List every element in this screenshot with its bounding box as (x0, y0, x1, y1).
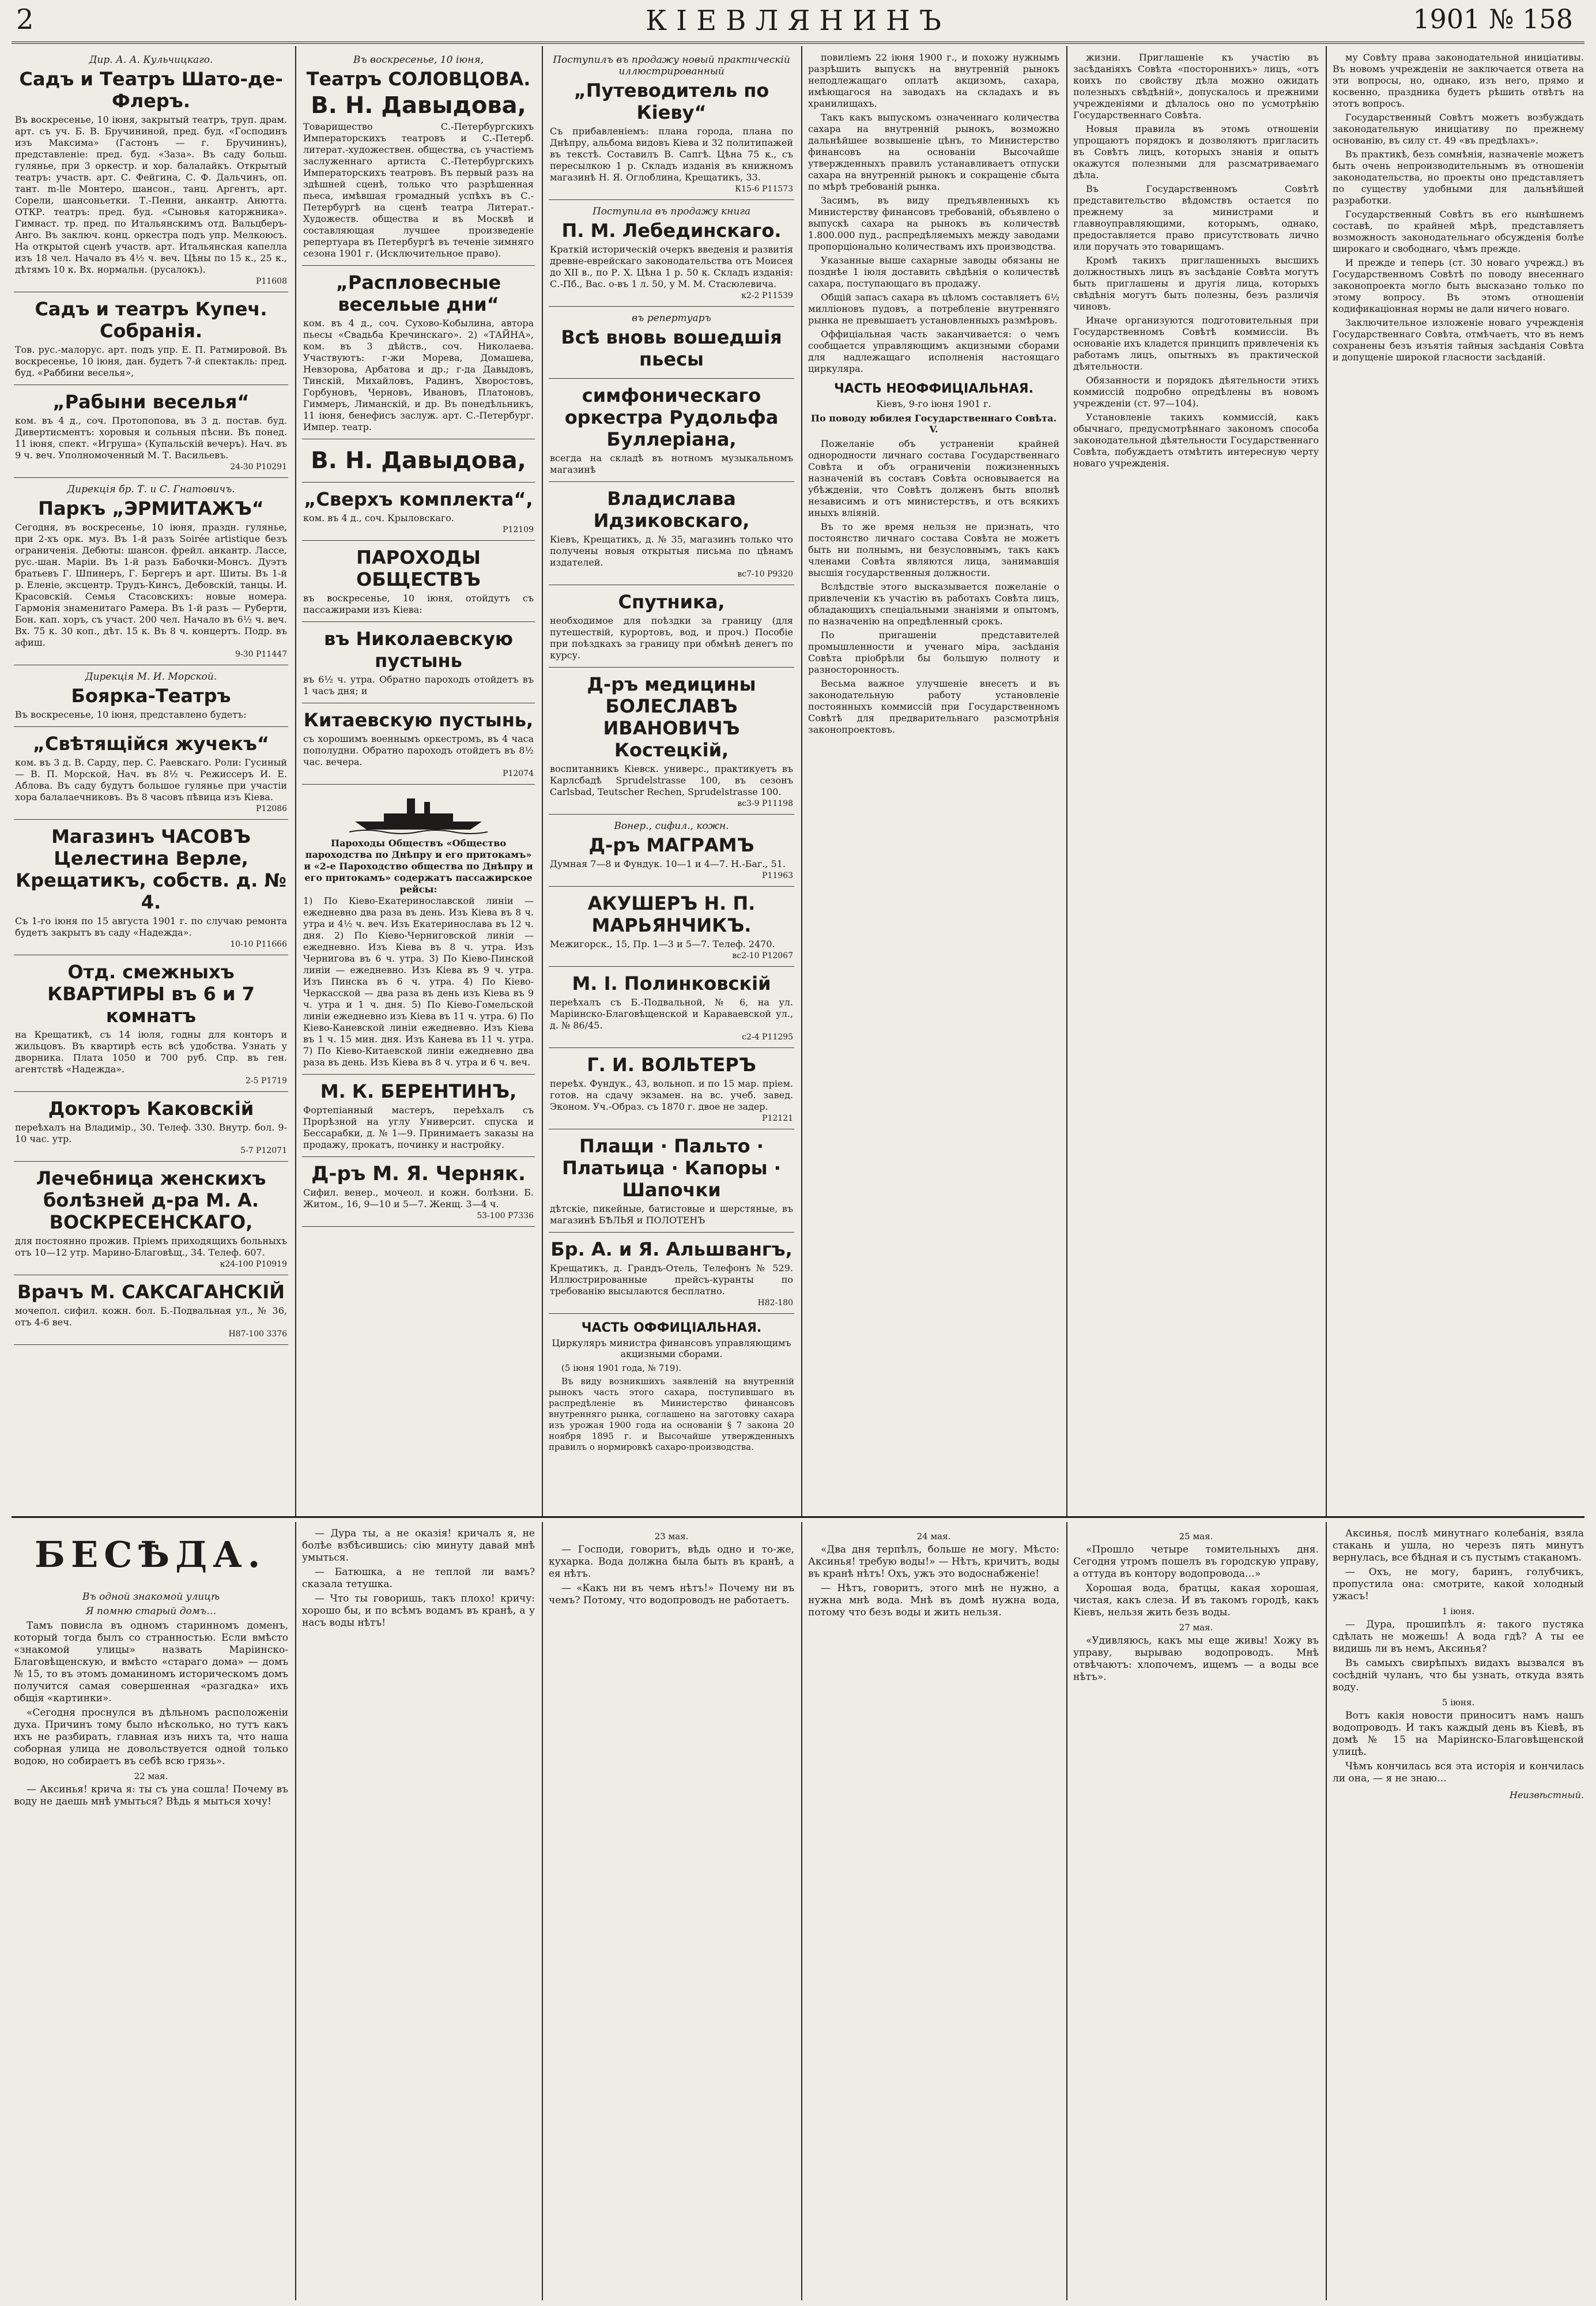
feuilleton-title: БЕСѢДА. (35, 1533, 266, 1576)
ad-feature-name: В. Н. Давыдова, (311, 447, 526, 474)
ad-code: Р11963 (762, 871, 793, 880)
ad-body: всегда на складѣ въ нотномъ музыкальномъ магазинѣ (550, 453, 793, 475)
advertisement (14, 669, 288, 727)
ad-headline: Театръ СОЛОВЦОВА. (306, 68, 531, 90)
advertisement (549, 382, 794, 482)
advertisement (14, 730, 288, 820)
ad-body: въ 6½ ч. утра. Обратно пароходъ отойдетъ въ 1 часъ дня; и (303, 674, 534, 696)
text-column-4 (808, 52, 1059, 1510)
piano-head: М. К. БЕРЕНТИНЪ, (320, 1080, 517, 1102)
ad-subhead: Вонер., сифил., кожн. (614, 820, 729, 832)
text-column-6 (1333, 52, 1584, 1510)
ad-code: 10-10 Р11666 (230, 940, 287, 949)
feuilleton-column-4 (808, 1528, 1059, 2297)
feuilleton-intro: Я помню старый домъ… (85, 1606, 217, 1617)
article-paragraph: Иначе организуются подготовительныя при Государственномъ Совѣтѣ коммиссіи. Въ основаніе ихъ кладется принципъ привлеченія къ работамъ лицъ, опытныхъ въ практической дѣятельности. (1073, 315, 1319, 372)
ad-headline: Владислава Идзиковскаго, (593, 488, 750, 532)
ad-headline: „Свѣтящійся жучекъ“ (33, 733, 269, 755)
article-paragraph: Государственный Совѣтъ въ его нынѣшнемъ составѣ, по крайней мѣрѣ, представляетъ возможность законодательнаго обсужденія болѣе широкаго и свободнаго, чѣмъ прежде. (1333, 209, 1584, 254)
ad-code: Н87-100 3376 (228, 1329, 287, 1339)
feuilleton-paragraph: Чѣмъ кончилась вся эта исторія и кончилась ли она, — я не знаю… (1333, 1761, 1584, 1784)
feuilleton-paragraph: — Дура ты, а не оказія! кричалъ я, не болѣе взбѣсившись: сію минуту давай мнѣ умыться. (302, 1528, 535, 1563)
ad-headline: Спутника, (618, 591, 725, 613)
ad-headline: „Путеводитель по Кіеву“ (573, 80, 769, 123)
ad-body: въ воскресенье, 10 іюня, отойдутъ съ пассажирами изъ Кіева: (303, 593, 534, 615)
ad-headline: Г. И. ВОЛЬТЕРЪ (587, 1054, 756, 1076)
advertisement (549, 1133, 794, 1233)
feuilleton-date: 23 мая. (654, 1531, 689, 1542)
article-paragraph: И прежде и теперь (ст. 30 новаго учрежд.) въ Государственномъ Совѣтѣ по поводу внесеннаго законопроекта могло быть высказано только по этому вопросу. Въ этомъ отношеніи кодификаціонная нормы не дали ничего новаго. (1333, 257, 1584, 314)
steamer-notice (302, 788, 535, 1075)
ad-headline: Садъ и театръ Купеч. Собранія. (35, 298, 267, 342)
feuilleton-paragraph: — Батюшка, а не теплой ли вамъ? сказала тетушка. (302, 1566, 535, 1590)
column-rule (1326, 46, 1327, 1516)
ad-code: вс2-10 Р12067 (732, 951, 793, 960)
ad-body: съ хорошимъ военнымъ оркестромъ, въ 4 часа пополудни. Обратно пароходъ отойдетъ въ 8½ час. вечера. (303, 733, 534, 767)
ad-code: с2-4 Р11295 (742, 1033, 793, 1042)
article-paragraph: му Совѣту права законодательной иниціативы. Въ новомъ учрежденіи не заключается ответа на эти вопросы, но, однако, изъ него, прямо и косвенно, праздника будетъ рѣшить отвѣтъ на этотъ вопросъ. (1333, 52, 1584, 109)
page-number: 2 (16, 3, 34, 36)
ad-headline: Бр. А. и Я. Альшвангъ, (550, 1238, 793, 1260)
ad-headline: М. І. Полинковскій (572, 973, 771, 994)
article-paragraph: повиліемъ 22 іюня 1900 г., и похожу нужнымъ разрѣшить выпускъ на внутренній рынокъ неподлежащаго оплатѣ акцизомъ, сахара, имѣющагося на заводахъ на складахъ и въ хранилищахъ. (808, 52, 1059, 109)
advertisement (549, 970, 794, 1048)
ad-headline: Плащи · Пальто · Платьица · Капоры · Шапочки (562, 1135, 781, 1201)
feuilleton-intro: Тамъ повисла въ одномъ старинномъ доменъ, который тогда былъ со странностью. Если вмѣсто «знакомой улицы» назвать Маріинско-Благовѣщенскую, и вмѣсто «стараго дома» — домъ № 15, то въ этомъ доманиномъ историческомъ домъ получится самая совершенная «разгадка» ихъ общія «картинки». (14, 1620, 288, 1704)
ad-body: Сегодня, въ воскресенье, 10 іюня, праздн. гулянье, при 2-хъ орк. муз. Въ 1-й разъ Soirée artistique безъ ограниченія. Дебюты: шансон. фрейл. анкантр. Лассе, рус.-шан. Маріи. Въ 1-й разъ Бабочки-Монсъ. Дуэтъ братьевъ Г. Шпинеръ, Г. Бергеръ и арт. Шиты. Въ 1-й р. Еленіе, эксцентр. Трудъ-Кинсъ, Дебовскій, танцы. И. Красовскій. Семья Стасовскихъ: новые номера. Гармонія знаменитаго Рамера. Въ 1-й разъ — Руберти, Бон. кап. хоръ, съ участ. 200 чел. Начало въ 6½ ч. веч. Вх. 75 к. 30 коп., дѣт. 15 к. Въ 8 ч. концертъ. Подр. въ афиш. (15, 522, 287, 648)
issue-number: 1901 № 158 (1413, 3, 1573, 35)
ad-headline: „Рабыни веселья“ (52, 391, 250, 413)
ad-code: 2-5 Р1719 (245, 1076, 287, 1086)
advertisement (14, 52, 288, 292)
feuilleton-intro: Въ одной знакомой улицѣ (82, 1591, 220, 1603)
advertisement (302, 269, 535, 439)
ad-headline: АКУШЕРЪ Н. П. МАРЬЯНЧИКЪ. (587, 892, 756, 936)
ad-subhead: въ репертуаръ (632, 312, 711, 324)
feuilleton-date: 25 мая. (1179, 1531, 1213, 1542)
feuilleton-paragraph: — Господи, говоритъ, вѣдь одно и то-же, кухарка. Вода должна была быть въ кранѣ, а ея нѣтъ. (549, 1544, 794, 1580)
ad-headline: симфоническаго оркестра Рудольфа Буллеріана, (564, 385, 779, 450)
article-paragraph: По пригашеніи представителей промышленности и ученаго міра, засѣданія Совѣта пріобрѣли бы большую полноту и разносторонность. (808, 630, 1059, 675)
feuilleton-rule (12, 1516, 1584, 1518)
advertisement (302, 544, 535, 622)
article-paragraph: Такъ какъ выпускомъ означеннаго количества сахара на внутренній рынокъ, возможно дальнѣйшее возвышеніе цѣнъ, то Министерство финансовъ на основаніи Высочайше утвержденныхъ правилъ устанавливаетъ отпуски сахара на внутренній рынокъ и сокращеніе сбыта по мѣрѣ требованій рынка. (808, 112, 1059, 192)
advertisement (549, 204, 794, 307)
ad-headline: Боярка-Театръ (71, 685, 231, 707)
feuilleton-paragraph: — «Какъ ни въ чемъ нѣтъ!» Почему ни въ чемъ? Потому, что водопроводъ не работаетъ. (549, 1582, 794, 1606)
ad-code: к24-100 Р10919 (220, 1260, 287, 1269)
ad-body: необходимое для поѣздки за границу (для путешествій, курортовъ, вод, и проч.) Пособіе при поѣздкахъ за границу при обмѣнѣ денегъ по курсу. (550, 615, 793, 661)
ad-code: К15-6 Р11573 (735, 184, 793, 194)
ad-headline: ПАРОХОДЫ ОБЩЕСТВЪ (356, 547, 481, 590)
article-paragraph: Въ Государственномъ Совѣтѣ представительство вѣдомствъ остается по прежнему за министрами и главноуправляющими, которымъ, однако, предоставляется право присутствовать лично или поручать это товарищамъ. (1073, 183, 1319, 252)
ad-headline: Лечебница женскихъ болѣзней д-ра М. А. ВОСКРЕСЕНСКАГО, (36, 1167, 266, 1233)
advertisement (14, 481, 288, 665)
ad-body: на Крещатикѣ, съ 14 іюля, годны для конторъ и жильцовъ. Въ квартирѣ есть всѣ удобства. Узнать у дворника. Плата 1050 и 700 руб. Спр. въ ген. агентствѣ «Надежда». (15, 1029, 287, 1075)
ad-subhead: Поступила въ продажу книга (592, 206, 751, 217)
ad-body: ком. въ 4 д., соч. Протопопова, въ 3 д. постав. буд. Дивертисментъ: хоровыя и сольныя пѣсни. Въ понед. 11 іюня, спект. «Игруша» (Купальскій вечеръ). Нач. въ 9 ч. веч. Уполномоченный М. Т. Васильевъ. (15, 415, 287, 461)
article-paragraph: Пожеланіе объ устраненіи крайней однородности личнаго состава Государственнаго Совѣта и объ ограниченіи пожизненныхъ назначеній въ составъ Совѣта основывается на убѣжденіи, что Совѣтъ долженъ быть вполнѣ независимъ и отъ министерствъ, и отъ всякихъ иныхъ вліяній. (808, 438, 1059, 518)
column-rule (1066, 1522, 1067, 2300)
masthead-rule (12, 42, 1584, 44)
advertisement (14, 1165, 288, 1275)
official-title: ЧАСТЬ ОФФИЦІАЛЬНАЯ. (581, 1321, 762, 1335)
ad-subhead: Дирекція М. И. Морской. (85, 671, 217, 683)
advertisement (549, 671, 794, 815)
article-paragraph: Кромѣ такихъ приглашенныхъ высшихъ должностныхъ лицъ въ засѣданіе Совѣта могутъ быть приглашены и другія лица, которыхъ свѣдѣнія могутъ быть полезны, безъ различія чиновъ. (1073, 255, 1319, 312)
article-paragraph: Вслѣдствіе этого высказывается пожеланіе о привлеченіи къ участію въ работахъ Совѣта лицъ, обладающихъ спеціальными знаніями и опытомъ, по назначенію на опредѣленный срокъ. (808, 581, 1059, 627)
official-section (549, 1321, 794, 1453)
ad-headline: Д-ръ медицины БОЛЕСЛАВЪ ИВАНОВИЧЪ Костецкій, (587, 673, 756, 761)
ad-body: переѣх. Фундук., 43, вольноп. и по 15 мар. пріем. готов. на сдачу экзамен. на вс. учеб. завед. Эконом. Уч.-Образ. съ 1870 г. двое не задер. (550, 1078, 793, 1112)
ad-code: Р12074 (503, 769, 534, 778)
ad-headline: Садъ и Театръ Шато-де-Флеръ. (19, 68, 283, 112)
ad-headline: Врачъ М. САКСАГАНСКІЙ (17, 1281, 285, 1303)
ad-body: мочепол. сифил. кожн. бол. Б.-Подвальная ул., № 36, отъ 4-6 веч. (15, 1305, 287, 1328)
column-rule (801, 46, 802, 1516)
feuilleton-paragraph: Въ самыхъ свирѣпыхъ видахъ вызвался въ сосѣдній чуланъ, что бы узнать, откуда взять воду. (1333, 1657, 1584, 1693)
article-paragraph: Заключительное изложеніе новаго учрежденія Государственнаго Совѣта, отмѣчаетъ, что въ немъ сохранены безъ изъятія тайныя засѣданія Совѣта и допущеніе широкой гласности засѣданій. (1333, 317, 1584, 363)
advertisement (549, 589, 794, 668)
feuilleton-paragraph: «Удивляюсь, какъ мы еще живы! Хожу въ управу, вырываю водопроводъ. Мнѣ отвѣчаютъ: хлопочемъ, ищемъ — а воды все нѣтъ». (1073, 1635, 1319, 1683)
ad-body: Межигорск., 15, Пр. 1—3 и 5—7. Телеф. 2470. (550, 939, 775, 949)
feuilleton-signature: Неизвѣстный. (1510, 1789, 1584, 1800)
piano-body: Фортепіанный мастеръ, переѣхалъ съ Прорѣзной на углу Университ. спуска и Бессарабки, д. № 1—9. Принимаетъ заказы на продажу, прокатъ, починку и настройку. (303, 1105, 534, 1150)
feuilleton-column-6 (1333, 1528, 1584, 2297)
newspaper-title: КІЕВЛЯНИНЪ (646, 5, 950, 37)
ad-headline: „Распловесные весельые дни“ (335, 272, 501, 315)
ad-body: Въ воскресенье, 10 іюня, представлено будетъ: (15, 709, 247, 720)
ads-column-3 (549, 52, 794, 1510)
ad-subhead: Дирекція бр. Т. и С. Гнатовичъ. (67, 484, 235, 495)
advertisement (302, 486, 535, 541)
feuilleton-column-5 (1073, 1528, 1319, 2297)
ad-code: Р12121 (762, 1114, 793, 1123)
advertisement (549, 890, 794, 967)
ad-subhead: Поступилъ въ продажу новый практическій иллюстрированный (553, 54, 790, 77)
article-heading: По поводу юбилея Государственнаго Совѣта. V. (810, 413, 1057, 435)
feuilleton-paragraph: — Аксинья! крича я: ты съ уна сошла! Почему въ воду не даешь мнѣ умыться? Вѣдь я мыться хочу! (14, 1784, 288, 1807)
ad-body: дѣтскіе, пикейные, батистовые и шерстяные, въ магазинѣ БѢЛЬЯ и ПОЛОТЕНЪ (550, 1203, 793, 1226)
feuilleton-date: 24 мая. (916, 1531, 951, 1542)
article-paragraph: жизни. Приглашеніе къ участію въ засѣданіяхъ Совѣта «постороннихъ» лицъ, «отъ коихъ по свойству дѣла можно ожидать полезныхъ свѣдѣній», допускалось и прежними учрежденіями и дѣлалось оно по усмотрѣнію Государственнаго Совѣта. (1073, 52, 1319, 120)
ad-body: ком. въ 4 д., соч. Крыловскаго. (303, 513, 455, 523)
feuilleton-column-2 (302, 1528, 535, 2297)
ad-headline: Д-ръ МАГРАМЪ (588, 834, 754, 856)
ad-body: переѣхалъ на Владимір., 30. Телеф. 330. Внутр. бол. 9-10 час. утр. (15, 1122, 287, 1144)
article-paragraph: Государственный Совѣтъ можетъ возбуждать законодательную иниціативу по прежнему основанію, въ силу ст. 49 «въ предѣлахъ». (1333, 112, 1584, 146)
article-paragraph: Оффиціальная часть заканчивается: о чемъ сообщается управляющимъ акцизными сборами для надлежащаго исполненія настоящаго циркуляра. (808, 329, 1059, 374)
feuilleton-paragraph: Хорошая вода, братцы, какая хорошая, чистая, какъ слеза. И въ такомъ городѣ, какъ Кіевъ, нельзя жить безъ воды. (1073, 1582, 1319, 1618)
text-column-5 (1073, 52, 1319, 1510)
ad-code: 5-7 Р12071 (240, 1146, 287, 1155)
ad-body: Въ воскресенье, 10 іюня, закрытый театръ, труп. драм. арт. съ уч. Б. В. Бручининой, пред. буд. «Господинъ изъ Максима» (Гастонъ — г. Бручининъ), представленіе: пред. буд. «Заза». Въ саду больш. гулянье, при 3 оркестр. и хор. балалайкъ. Открытый театръ: участв. арт. С. Фейгина, С. Ф. Дальчинъ, оп. тант. m-lle Монтеро, шансон., танц. Аргентъ, арт. Сорели, шансоньетки. Т.-Пенни, анкантр. Анютта. ОТКР. театръ: пред. буд. «Сыновья каторжника». Гимнаст. тр. пред. по Итальянскимъ отд. Вальцберъ-Анго. Въ заключ. конц. оркестра подъ упр. Мелкоюсъ. На открытой сценѣ участв. арт. Итальянская капелла изъ 18 чел. Начало въ 4½ ч. веч. Цѣны по 15 к., 25 к., дѣтямъ 10 к. Вх. нормальн. (русалокъ). (15, 114, 287, 275)
ad-code: вс7-10 Р9320 (737, 570, 793, 579)
ad-code: к2-2 Р11539 (741, 291, 793, 300)
ad-code: 9-30 Р11447 (235, 650, 287, 659)
steamship-icon (349, 794, 488, 834)
feuilleton-paragraph: — Охъ, не могу, баринъ, голубчикъ, пропустила она: смотрите, какой холодный ужасъ! (1333, 1566, 1584, 1602)
column-rule (1066, 46, 1067, 1516)
official-paragraph: Въ виду возникшихъ заявленій на внутренній рынокъ часть этого сахара, поступившаго въ распредѣленіе въ Министерство финансовъ внутренняго рынка, соглашено на заготовку сахара изъ урожая 1900 года на основаніи § 7 закона 20 ноября 1895 г. и Высочайше утвержденныхъ правилъ о нормировкѣ сахаро-производства. (549, 1376, 794, 1452)
doctor-ad (302, 1160, 535, 1227)
article-paragraph: Общій запасъ сахара въ цѣломъ составляетъ 6½ милліоновъ пудовъ, а потребленіе внутренняго рынка не превышаетъ установленныхъ размѣровъ. (808, 292, 1059, 326)
advertisement (302, 707, 535, 785)
advertisement (14, 1095, 288, 1162)
column-rule (542, 46, 543, 1516)
ad-body: ком. въ 4 д., соч. Сухово-Кобылина, автора пьесы «Свадьба Кречинскаго». 2) «ТАЙНА», ком. въ 3 дѣйств., соч. Николаева. Участвуютъ: г-жи Морева, Домашева, Невзорова, Арбатова и др.; г-да Давыдовъ, Тинскій, Михайловъ, Радинъ, Хворостовъ, Горбуновъ, Черновъ, Ивановъ, Платоновъ, Гиммеръ, Лиманскій, и др. Въ понедѣльникъ, 11 іюня, бенефисъ заслуж. арт. С.-Петербург. Импер. театр. (303, 318, 534, 432)
ad-headline: Паркъ „ЭРМИТАЖЪ“ (38, 498, 264, 519)
unofficial-date: Кіевъ, 9-го іюня 1901 г. (876, 398, 991, 409)
ad-headline: „Сверхъ комплекта“, (304, 488, 533, 510)
advertisement (549, 818, 794, 887)
ad-code: Р11608 (256, 277, 287, 286)
ad-body: Думная 7—8 и Фундук. 10—1 и 4—7. Н.-Баг., 51. (550, 858, 786, 869)
feuilleton-column-3 (549, 1528, 794, 2297)
feuilleton-paragraph: — Нѣтъ, говоритъ, этого мнѣ не нужно, а нужна мнѣ вода. Мнѣ въ домѣ нужна вода, потому что безъ воды и жить нельзя. (808, 1582, 1059, 1618)
advertisement (302, 52, 535, 266)
feuilleton-paragraph: «Сегодня проснулся въ дѣльномъ расположеніи духа. Причинъ тому было нѣсколько, но тутъ какъ ихъ не разбирать, главная изъ нихъ та, что наша соборная улица не довольствуется одной только водою, но собираетъ въ себѣ всю грязь». (14, 1707, 288, 1767)
advertisement (302, 443, 535, 483)
article-paragraph: Засимъ, въ виду предъявленныхъ къ Министерству финансовъ требованій, объявлено о выпускѣ сахара на рынокъ въ количествѣ 1.800.000 пуд., распредѣляемыхъ между заводами пропорціонально количествамъ ихъ производства. (808, 195, 1059, 252)
official-subtitle: Циркуляръ министра финансовъ управляющимъ акцизными сборами. (552, 1337, 791, 1359)
advertisement (549, 1236, 794, 1314)
ad-body: воспитанникъ Кіевск. универс., практикуетъ въ Карлсбадѣ Sprudelstrasse 100, въ сезонъ Carlsbad, Teutscher Rechen, Sprudelstrasse 100. (550, 763, 793, 797)
article-paragraph: Установленіе такихъ коммиссій, какъ обычнаго, предусмотрѣннаго закономъ способа законодательной дѣятельности Государственнаго Совѣта, побуждаетъ отмѣтить интересную черту новаго учрежденія. (1073, 412, 1319, 469)
feuilleton-paragraph: Аксинья, послѣ минутнаго колебанія, взяла стакань и ушла, но черезъ пять минутъ вернулась, все бѣдная и съ пустымъ стаканомъ. (1333, 1528, 1584, 1563)
ad-code: вс3-9 Р11198 (737, 799, 793, 808)
ad-body: для постоянно прожив. Пріемъ приходящихъ больныхъ отъ 10—12 утр. Марино-Благовѣщ., 34. Телеф. 607. (15, 1235, 287, 1258)
ad-headline: П. М. Лебединскаго. (561, 220, 782, 242)
ad-headline: Докторъ Каковскій (48, 1098, 254, 1120)
ad-headline: Магазинъ ЧАСОВЪ Целестина Верле, Крещатикъ, собств. д. № 4. (16, 826, 286, 913)
article-paragraph: Въ то же время нельзя не признать, что постоянство личнаго состава Совѣта не можетъ быть ни полнымъ, ни безусловнымъ, такъ какъ членами Совѣта являются лица, занимавшія высшія государственныя должности. (808, 521, 1059, 578)
feuilleton-paragraph: — Что ты говоришь, такъ плохо! кричу: хорошо бы, и по всѣмъ водамъ въ кранѣ, а у насъ воды нѣтъ! (302, 1593, 535, 1629)
feuilleton-date: 27 мая. (1179, 1622, 1213, 1633)
ad-feature-name: В. Н. Давыдова, (311, 92, 526, 119)
article-paragraph: Въ практикѣ, безъ сомнѣнія, назначеніе можетъ быть очень непроизводительнымъ въ отношеніи законодательства, но проекты оно представляетъ по существу удобными для дальнѣйшей разработки. (1333, 149, 1584, 206)
ad-body: Тов. рус.-малорус. арт. подъ упр. Е. П. Ратмировой. Въ воскресенье, 10 іюня, дан. будетъ 7-й спектакль: пред. буд. «Раббини веселья», (15, 344, 287, 378)
ad-code: Р12109 (503, 525, 534, 534)
ad-body: ком. въ 3 д. В. Сарду, пер. С. Раевскаго. Роли: Гусиный — В. П. Морской, Нач. въ 8½ ч. Режиссеръ И. Е. Аблова. Въ саду будутъ большое гулянье при участіи хора балалаечниковъ. Въ 8 часовъ пѣвица изъ Кіева. (15, 757, 287, 802)
advertisement (549, 485, 794, 585)
ad-body: Краткій историческій очеркъ введенія и развитія древне-еврейскаго законодательства отъ Моисея до XII в., по Р. Х. Цѣна 1 р. 50 к. Складъ изданія: С.-Пб., Вас. о-въ 1 л. 50, у М. М. Стасюлевича. (550, 244, 793, 289)
column-rule (801, 1522, 802, 2300)
doctor-code: 53-100 Р7336 (477, 1211, 534, 1220)
ad-body: Съ 1-го іюня по 15 августа 1901 г. по случаю ремонта будетъ закрытъ въ саду «Надежда». (15, 915, 287, 938)
feuilleton-paragraph: Вотъ какія новости приноситъ намъ нашъ водопроводъ. И такъ каждый день въ Кіевѣ, въ домѣ № 15 на Маріинско-Благовѣщенской улицѣ. (1333, 1710, 1584, 1758)
feuilleton-paragraph: — Дура, прошипѣлъ я: такого пустяка сдѣлать не можешь! А вода гдѣ? А ты ее видишь ли въ немъ, Аксинья? (1333, 1619, 1584, 1655)
advertisement (549, 1052, 794, 1129)
advertisement (14, 1279, 288, 1345)
advertisement (302, 626, 535, 703)
advertisement (549, 52, 794, 200)
advertisement (549, 310, 794, 379)
ad-body: Крещатикъ, д. Грандъ-Отель, Телефонъ № 529. Иллюстрированные прейсъ-куранты по требованію высылаются бесплатно. (550, 1263, 793, 1297)
article-paragraph: Новыя правила въ этомъ отношеніи упрощаютъ порядокъ и дозволяютъ пригласить въ Совѣтъ лицъ, которыхъ знанія и опытъ окажутся полезными для разсматриваемаго дѣла. (1073, 123, 1319, 180)
ad-subhead: Въ воскресенье, 10 іюня, (353, 54, 484, 66)
ad-body: Товарищество С.-Петербургскихъ Императорскихъ театровъ и С.-Петерб. литерат.-художествен. общества, съ участіемъ заслуженнаго артиста С.-Петербургскихъ Императорскихъ театровъ. Въ первый разъ на здѣшней сценѣ, только что разрѣшенная пьеса, имѣвшая громадный успѣхъ въ С.-Петербургѣ на сценѣ театра Литерат.-Художеств. общества и въ Москвѣ и составляющая лучшее произведеніе репертуара въ Петербургѣ въ теченіе зимняго сезона 1901 г. (Исключительное право). (303, 121, 534, 259)
masthead (0, 0, 1596, 46)
feuilleton-paragraph: «Прошло четыре томительныхъ дня. Сегодня утромъ пошелъ въ городскую управу, а оттуда въ контору водопровода…» (1073, 1544, 1319, 1580)
advertisement (14, 389, 288, 478)
advertisement (14, 296, 288, 385)
ad-headline: Отд. смежныхъ КВАРТИРЫ въ 6 и 7 комнатъ (47, 961, 255, 1027)
ad-code: Р12086 (256, 804, 287, 813)
ads-column-2 (302, 52, 535, 1510)
ad-code: Н82-180 (757, 1298, 793, 1308)
article-paragraph: Весьма важное улучшеніе внесетъ и въ законодательную работу установленіе постоянныхъ коммиссій при Государственномъ Совѣтѣ для предварительнаго разсмотрѣнія законопроектовъ. (808, 678, 1059, 735)
ad-code: 24-30 Р10291 (230, 462, 287, 472)
advertisement (14, 823, 288, 955)
column-rule (1326, 1522, 1327, 2300)
piano-ad (302, 1078, 535, 1157)
unofficial-title: ЧАСТЬ НЕОФФИЦІАЛЬНАЯ. (834, 382, 1033, 396)
doctor-body: Сифил. венер., мочеол. и кожн. болѣзни. Б. Житом., 16, 9—10 и 5—7. Женщ. 3—4 ч. (303, 1187, 534, 1209)
feuilleton-paragraph: «Два дня терпѣлъ, больше не могу. Мѣсто: Аксинья! требую воды!» — Нѣтъ, кричитъ, воды въ кранѣ нѣтъ! Охъ, ужъ это водоснабженіе! (808, 1544, 1059, 1580)
ad-body: Съ прибавленіемъ: плана города, плана по Днѣпру, альбома видовъ Кіева и 32 политипажей въ текстѣ. Составилъ В. Сапгѣ. Цѣна 75 к., съ пересылкою 1 р. Складъ изданія въ книжномъ магазинѣ Н. Я. Оглоблина, Крещатикъ, 33. (550, 126, 793, 183)
steamer-title: Пароходы Обществъ «Общество пароходства по Днѣпру и его притокамъ» и «2-е Пароходство общества по Днѣпру и его притокамъ» содержатъ пассажирское рейсы: (304, 838, 533, 895)
official-paragraph: (5 іюня 1901 года, № 719). (561, 1363, 682, 1373)
column-rule (295, 1522, 296, 2300)
feuilleton-column-1 (14, 1591, 288, 2297)
ads-column-1 (14, 52, 288, 1510)
steamer-schedule: 1) По Кіево-Екатеринославской линіи — ежедневно два раза въ день. Изъ Кіева въ 8 ч. утра и 4½ ч. веч. Изъ Екатеринослава въ 12 ч. дня. 2) По Кіево-Черниговской линіи — ежедневно. Изъ Кіева въ 8 ч. утра. Изъ Чернигова въ 6 ч. утра. 3) По Кіево-Пинской линіи — ежедневно. Изъ Кіева въ 9 ч. утра. Изъ Пинска въ 6 ч. утра. 4) По Кіево-Черкасской — два раза въ день изъ Кіева въ 9 ч. утра и 1 ч. дня. 5) По Кіево-Гомельской линіи ежедневно изъ Кіева въ 11 ч. утра. 6) По Кіево-Каневской линіи ежедневно. Изъ Кіева въ 1 ч. 15 мин. дня. Изъ Канева въ 11 ч. утра. 7) По Кіево-Китаевской линіи ежедневно два раза въ день. Изъ Кіева въ 8 ч. утра и 6 ч. веч. (303, 895, 534, 1068)
ad-subhead: Дир. А. А. Кульчицкаго. (89, 54, 213, 66)
article-paragraph: Указанные выше сахарные заводы обязаны не позднѣе 1 іюля доставить свѣдѣнія о количествѣ сахара, поступающаго въ продажу. (808, 255, 1059, 289)
ad-body: переѣхалъ съ Б.-Подвальной, № 6, на ул. Маріинско-Благовѣщенской и Караваевской ул., д. № 86/45. (550, 997, 793, 1031)
doctor-head: Д-ръ М. Я. Черняк. (311, 1162, 526, 1185)
advertisement (14, 959, 288, 1092)
feuilleton-date: 1 іюня. (1442, 1606, 1475, 1617)
feuilleton-date: 5 іюня. (1442, 1697, 1475, 1708)
article-paragraph: Обязанности и порядокъ дѣятельности этихъ коммиссій подробно опредѣлены въ новомъ учрежденіи (ст. 97—104). (1073, 375, 1319, 409)
column-rule (542, 1522, 543, 2300)
ad-headline: Китаевскую пустынь, (303, 709, 534, 731)
feuilleton-date: 22 мая. (134, 1771, 168, 1781)
ad-body: Кіевъ, Крещатикъ, д. № 35, магазинъ только что получены новыя открытыя письма по цѣнамъ издателей. (550, 534, 793, 568)
ad-headline: Всѣ вновь вошедшія пьесы (561, 326, 782, 370)
ad-headline: въ Николаевскую пустынь (324, 628, 513, 672)
column-rule (295, 46, 296, 1516)
